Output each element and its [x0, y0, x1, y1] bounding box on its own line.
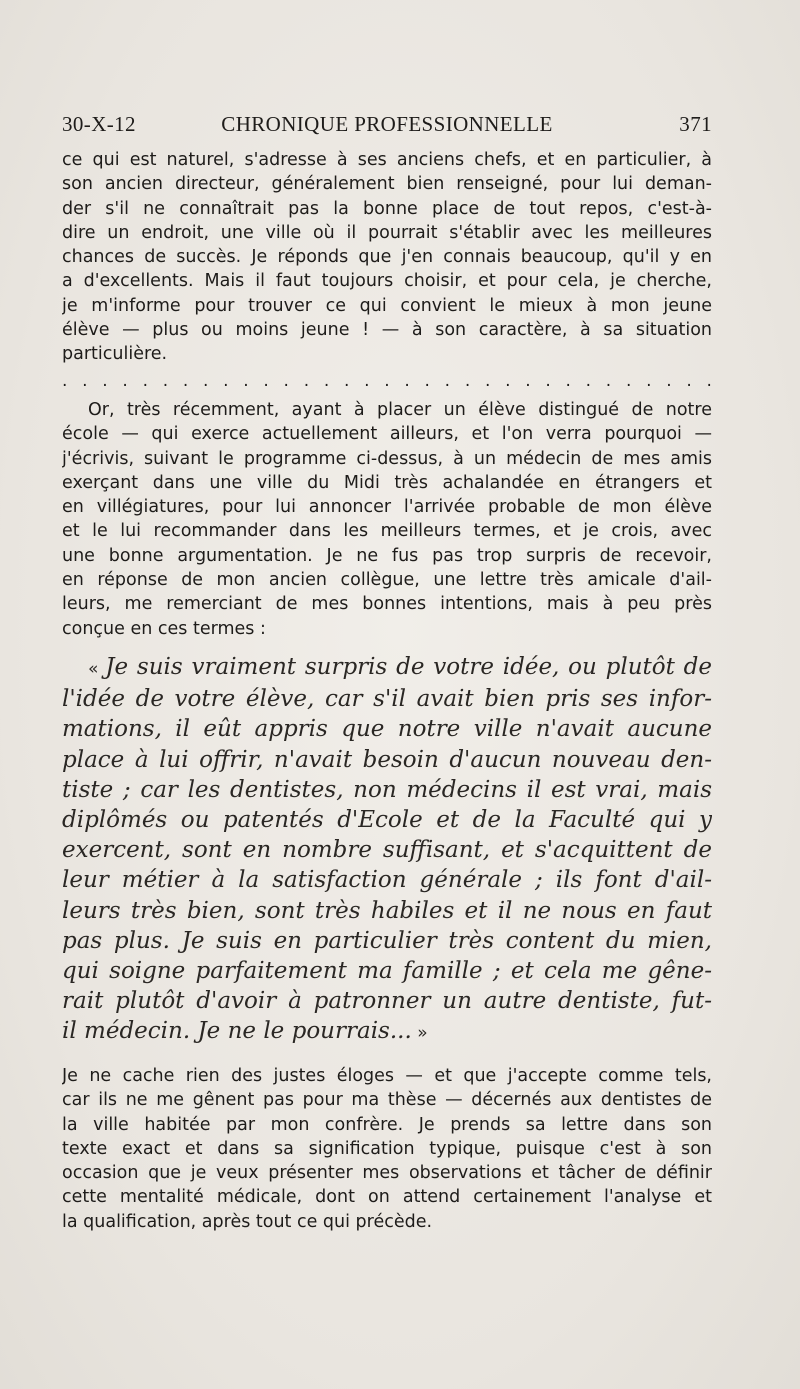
quote-text: leur métier à la satisfaction générale ; ils font d'ail-	[62, 867, 712, 894]
quote-line	[62, 865, 712, 895]
separator-dot: .	[484, 371, 491, 391]
text-line: et le lui recommander dans les meilleurs termes, et je crois, avec	[62, 521, 712, 542]
quote-text: leurs très bien, sont très habiles et il ne nous en faut	[62, 897, 712, 924]
text-line: exerçant dans une ville du Midi très achalandée en étrangers et	[62, 472, 712, 493]
quote-line	[62, 1016, 712, 1048]
separator-dot: .	[142, 371, 148, 391]
separator-dot: .	[424, 371, 430, 391]
separator-dot: .	[364, 371, 370, 391]
text-line: la ville habitée par mon confrère. Je prends sa lettre dans son	[62, 1114, 712, 1135]
separator-dot: .	[62, 371, 68, 391]
text-line: je m'informe pour trouver ce qui convient le mieux à mon jeune	[62, 295, 712, 316]
separator-dot: .	[102, 371, 108, 391]
quote-text: diplômés ou patentés d'Ecole et de la Faculté qui y	[62, 807, 712, 834]
text-line: conçue en ces termes :	[62, 618, 266, 639]
quote-line	[62, 986, 712, 1016]
quote-text: place à lui offrir, n'avait besoin d'aucun nouveau den-	[62, 746, 712, 773]
quote-text: pas plus. Je suis en particulier très content du mien,	[62, 927, 712, 954]
paragraph-2	[62, 398, 712, 641]
text-line: particulière.	[62, 344, 168, 365]
quote-line	[62, 926, 712, 956]
text-line: occasion que je veux présenter mes observations et tâcher de définir	[62, 1163, 712, 1184]
separator-dot: .	[323, 371, 330, 391]
separator-dot: .	[585, 371, 592, 391]
open-quote-mark: «	[88, 659, 106, 679]
text-line: Or, très récemment, ayant à placer un élève distingué de notre	[88, 400, 712, 420]
separator-dot: .	[162, 371, 169, 391]
text-line: j'écrivis, suivant le programme ci-dessus, à un médecin de mes amis	[62, 448, 712, 469]
paragraph-1-text	[62, 148, 712, 367]
separator-dot: .	[223, 371, 229, 391]
quote-text: qui soigne parfaitement ma famille ; et cela me gêne-	[62, 958, 712, 985]
separator-dot: .	[605, 371, 612, 391]
text-line: une bonne argumentation. Je ne fus pas trop surpris de recevoir,	[62, 545, 712, 566]
separator-dot: .	[525, 371, 531, 391]
separator-dot: .	[464, 371, 471, 391]
quote-line	[62, 775, 712, 805]
text-line: élève — plus ou moins jeune ! — à son caractère, à sa situation	[62, 320, 712, 341]
separator-dot: .	[303, 371, 310, 391]
separator-dot: .	[82, 371, 88, 391]
separator-dot: .	[565, 371, 571, 391]
quote-line	[62, 896, 712, 926]
quote-text: mations, il eût appris que notre ville n'avait aucune	[62, 716, 712, 743]
separator-dot: .	[243, 371, 249, 391]
text-line: cette mentalité médicale, dont on attend certainement l'analyse et	[62, 1187, 712, 1208]
text-line: école — qui exerce actuellement ailleurs, et l'on verra pourquoi —	[62, 424, 712, 445]
separator-dot: .	[625, 371, 632, 391]
separator-dot: .	[545, 371, 551, 391]
separator-dot: .	[182, 371, 189, 391]
text-line: en villégiatures, pour lui annoncer l'arrivée probable de mon élève	[62, 497, 712, 518]
text-line: dire un endroit, une ville où il pourrait s'établir avec les meilleures	[62, 222, 712, 243]
text-line: en réponse de mon ancien collègue, une lettre très amicale d'ail-	[62, 570, 712, 591]
text-line: la qualification, après tout ce qui précède.	[62, 1211, 433, 1232]
separator-dot: .	[404, 371, 410, 391]
quoted-letter	[62, 652, 712, 1049]
quote-text: exercent, sont en nombre suffisant, et s'acquittent de	[62, 837, 712, 864]
quote-text: il médecin. Je ne le pourrais...	[62, 1018, 412, 1045]
text-line: leurs, me remerciant de mes bonnes intentions, mais à peu près	[62, 594, 712, 615]
separator-dot: .	[202, 371, 209, 391]
text-line: texte exact et dans sa signification typique, puisque c'est à son	[62, 1138, 712, 1159]
quote-line	[62, 956, 712, 986]
text-line: Je ne cache rien des justes éloges — et que j'accepte comme tels,	[62, 1066, 712, 1086]
quote-line	[62, 652, 712, 684]
quote-text: rait plutôt d'avoir à patronner un autre dentiste, fut-	[62, 988, 712, 1015]
paragraph-3	[62, 1064, 712, 1234]
separator-dot: .	[444, 371, 451, 391]
page-number: 371	[679, 112, 712, 136]
quote-line	[62, 835, 712, 865]
text-line: son ancien directeur, généralement bien renseigné, pour lui deman-	[62, 174, 712, 195]
paragraph-3-text	[62, 1064, 712, 1234]
header-date: 30-X-12	[62, 112, 136, 136]
separator-dot: .	[686, 371, 692, 391]
paragraph-1	[62, 148, 712, 367]
close-quote-mark: »	[411, 1023, 428, 1044]
ellipsis-separator	[62, 371, 712, 391]
separator-dot: .	[263, 371, 269, 391]
text-line: ce qui est naturel, s'adresse à ses anciens chefs, et en particulier, à	[62, 150, 712, 170]
text-line: chances de succès. Je réponds que j'en connais beaucoup, qu'il y en	[62, 247, 712, 268]
quote-line	[62, 714, 712, 744]
separator-dot: .	[384, 371, 390, 391]
paragraph-2-text	[62, 398, 712, 641]
quote-text: l'idée de votre élève, car s'il avait bien pris ses infor-	[62, 686, 712, 713]
separator-dot: .	[122, 371, 128, 391]
quote-text: Je suis vraiment surpris de votre idée, ou plutôt de	[105, 654, 712, 680]
running-title: CHRONIQUE PROFESSIONNELLE	[221, 112, 553, 136]
separator-dot: .	[283, 371, 289, 391]
text-line: der s'il ne connaîtrait pas la bonne place de tout repos, c'est-à-	[62, 198, 712, 219]
text-line: a d'excellents. Mais il faut toujours choisir, et pour cela, je cherche,	[62, 271, 712, 292]
quote-line	[62, 805, 712, 835]
quote-line	[62, 745, 712, 775]
separator-dot: .	[646, 371, 652, 391]
separator-dot: .	[343, 371, 350, 391]
running-header	[62, 112, 712, 142]
separator-dot: .	[666, 371, 672, 391]
quote-line	[62, 684, 712, 714]
separator-dot: .	[706, 371, 712, 391]
separator-dot: .	[505, 371, 511, 391]
quote-text: tiste ; car les dentistes, non médecins il est vrai, mais	[62, 776, 712, 803]
text-line: car ils ne me gênent pas pour ma thèse — décernés aux dentistes de	[62, 1090, 712, 1111]
